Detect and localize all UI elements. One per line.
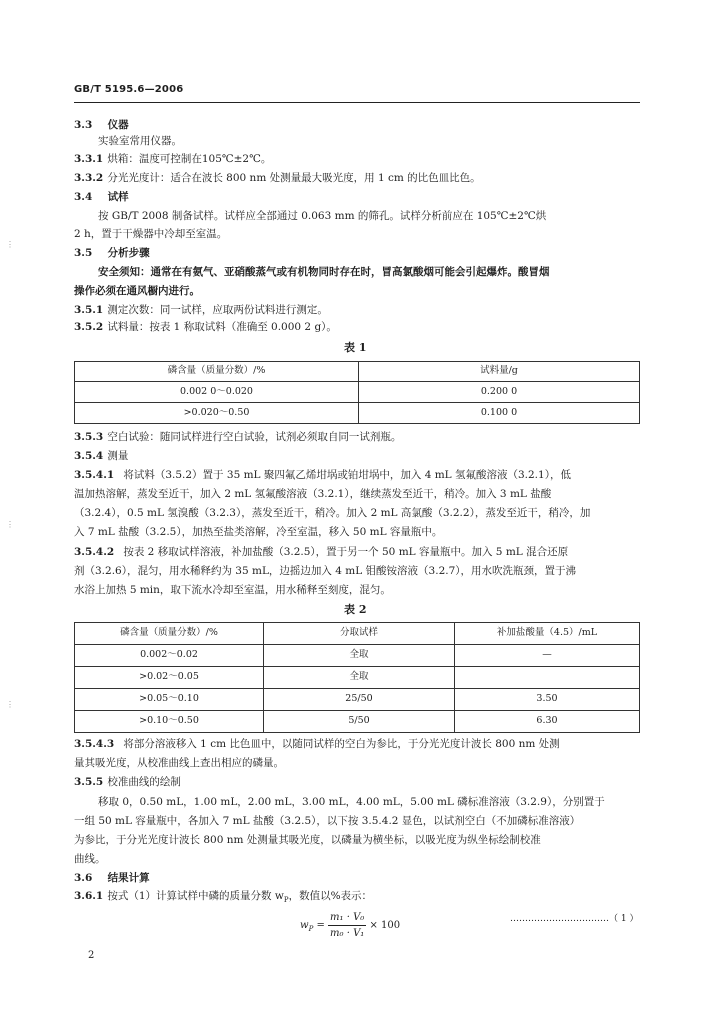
clause (74, 152, 640, 168)
table-header-cell: 补加盐酸量（4.5）/mL (455, 623, 640, 645)
section-number: 3.4 (74, 191, 93, 203)
table-2 (74, 622, 640, 733)
section-heading (74, 246, 640, 262)
clause-text: 将试料（3.5.2）置于 35 mL 聚四氟乙烯坩埚或铂坩埚中，加入 4 mL 氢氟酸溶液（3.2.1），低 (123, 469, 571, 481)
table-caption: 表 1 (344, 341, 367, 354)
clause (74, 889, 373, 906)
clause (74, 171, 640, 187)
section-heading (74, 871, 640, 887)
formula (300, 910, 400, 941)
paragraph: 移取 0，0.50 mL，1.00 mL，2.00 mL，3.00 mL，4.00 mL，5.00 mL 磷标准溶液（3.2.9），分别置于 (98, 796, 605, 808)
clause (74, 545, 640, 561)
clause-number: 3.5.5 (74, 776, 104, 788)
table-row (75, 689, 640, 711)
clause-text-sub: P (283, 896, 289, 905)
formula-eq: = (316, 920, 325, 931)
clause (74, 303, 640, 319)
clause-text: 按式（1）计算试样中磷的质量分数 w (107, 890, 284, 902)
paragraph: 实验室常用仪器。 (98, 135, 182, 147)
section-title: 试样 (107, 191, 129, 203)
paragraph: 一组 50 mL 容量瓶中，各加入 7 mL 盐酸（3.2.5），以下按 3.5.4.2 显色，以试剂空白（不加磷标准溶液） (74, 815, 581, 827)
formula-number (510, 913, 638, 927)
table-header-row (75, 623, 640, 645)
section-heading (74, 118, 640, 134)
paragraph: 量其吸光度，从校准曲线上查出相应的磷量。 (74, 757, 284, 769)
formula-multiplier: × 100 (369, 920, 401, 931)
punch-mark: ⋮ (6, 240, 14, 249)
table-cell: >0.05～0.10 (75, 689, 264, 711)
section-title: 分析步骤 (107, 247, 150, 259)
clause-text: 将部分溶液移入 1 cm 比色皿中，以随同试样的空白为参比，于分光光度计波长 800 nm 处测 (123, 738, 560, 750)
table-cell: 0.100 0 (359, 403, 640, 424)
formula-lhs-sub: P (308, 925, 314, 933)
safety-note: 操作必须在通风橱内进行。 (74, 285, 200, 297)
standard-number: GB/T 5195.6—2006 (74, 84, 184, 95)
clause-number: 3.5.3 (74, 431, 104, 443)
table-header-cell: 磷含量（质量分数）/% (75, 362, 359, 382)
clause-text: 烘箱：温度可控制在105℃±2℃。 (107, 153, 272, 165)
table-header-cell: 分取试样 (264, 623, 455, 645)
table-cell: 25/50 (264, 689, 455, 711)
clause-number: 3.5.4.1 (74, 469, 115, 481)
table-cell: 5/50 (264, 711, 455, 733)
safety-note: 安全须知：通常在有氨气、亚硝酸蒸气或有机物同时存在时，冒高氯酸烟可能会引起爆炸。酸冒烟 (98, 266, 550, 278)
clause-number: 3.5.2 (74, 321, 104, 333)
table-row (75, 403, 640, 424)
table-cell: >0.020～0.50 (75, 403, 359, 424)
clause-text-tail: ，数值以%表示： (288, 890, 373, 902)
table-caption: 表 2 (344, 603, 367, 616)
clause-text: 试料量：按表 1 称取试料（准确至 0.000 2 g）。 (107, 321, 337, 333)
table-cell: 全取 (264, 667, 455, 689)
section-number: 3.3 (74, 119, 93, 131)
clause (74, 737, 640, 753)
table-cell: 6.30 (455, 711, 640, 733)
table-row (75, 382, 640, 403)
table-cell: 3.50 (455, 689, 640, 711)
clause-number: 3.5.4.2 (74, 546, 115, 558)
table-cell: 0.002～0.02 (75, 645, 264, 667)
table-cell: >0.02～0.05 (75, 667, 264, 689)
clause-text: 空白试验：随同试样进行空白试验，试剂必须取自同一试剂瓶。 (107, 431, 402, 443)
paragraph: 温加热溶解，蒸发至近干，加入 2 mL 氢氟酸溶液（3.2.1），继续蒸发至近干，稍冷。加入 3 mL 盐酸 (74, 488, 552, 500)
table-row (75, 667, 640, 689)
clause-heading (74, 449, 640, 465)
formula-denominator: m₀ · V₁ (330, 928, 365, 939)
clause-title: 测量 (107, 450, 129, 462)
clause-number: 3.5.4.3 (74, 738, 115, 750)
clause-number: 3.5.4 (74, 450, 104, 462)
table-cell: — (455, 645, 640, 667)
formula-label: （ 1 ） (609, 914, 639, 924)
formula-numerator: m₁ · V₀ (328, 910, 366, 926)
section-number: 3.6 (74, 872, 93, 884)
punch-mark: ⋮ (6, 700, 14, 709)
formula-leader-dots: …………………………… (510, 914, 609, 924)
paragraph: 水浴上加热 5 min，取下流水冷却至室温，用水稀释至刻度，混匀。 (74, 584, 391, 596)
clause (74, 430, 640, 446)
clause (74, 320, 640, 336)
section-title: 仪器 (107, 119, 129, 131)
section-heading (74, 190, 640, 206)
section-number: 3.5 (74, 247, 93, 259)
formula-lhs: w (300, 920, 309, 931)
table-row (75, 711, 640, 733)
table-row (75, 645, 640, 667)
clause-text: 分光光度计：适合在波长 800 nm 处测量最大吸光度，用 1 cm 的比色皿比色。 (107, 172, 481, 184)
clause-number: 3.3.2 (74, 172, 104, 184)
table-cell (455, 667, 640, 689)
header-rule (74, 102, 640, 103)
paragraph: 为参比，于分光光度计波长 800 nm 处测量其吸光度，以磷量为横坐标，以吸光度为纵坐标绘制校准 (74, 834, 541, 846)
table-cell: 0.002 0～0.020 (75, 382, 359, 403)
punch-mark: ⋮ (6, 520, 14, 529)
section-title: 结果计算 (107, 872, 150, 884)
clause-number: 3.3.1 (74, 153, 104, 165)
paragraph: （3.2.4），0.5 mL 氢溴酸（3.2.3），蒸发至近干，稍冷。加入 2 mL 高氯酸（3.2.2），蒸发至近干，稍冷，加 (74, 507, 591, 519)
table-cell: >0.10～0.50 (75, 711, 264, 733)
clause-title: 校准曲线的绘制 (107, 776, 181, 788)
paragraph: 入 7 mL 盐酸（3.2.5），加热至盐类溶解，冷至室温，移入 50 mL 容量瓶中。 (74, 526, 443, 538)
paragraph: 曲线。 (74, 853, 106, 865)
clause-text: 按表 2 移取试样溶液，补加盐酸（3.2.5），置于另一个 50 mL 容量瓶中。加入 5 mL 混合还原 (123, 546, 569, 558)
formula-fraction (328, 910, 366, 941)
table-header-row (75, 362, 640, 382)
table-1 (74, 361, 640, 424)
paragraph: 按 GB/T 2008 制备试样。试样应全部通过 0.063 mm 的筛孔。试样分析前应在 105℃±2℃烘 (98, 210, 547, 222)
clause-number: 3.5.1 (74, 304, 104, 316)
paragraph: 剂（3.2.6），混匀，用水稀释约为 35 mL，边摇边加入 4 mL 钼酸铵溶液（3.2.7），用水吹洗瓶颈，置于沸 (74, 565, 577, 577)
paragraph: 2 h，置于干燥器中冷却至室温。 (74, 228, 228, 240)
table-cell: 0.200 0 (359, 382, 640, 403)
page-number: 2 (88, 950, 95, 961)
clause-number: 3.6.1 (74, 890, 104, 902)
clause-text: 测定次数：同一试样，应取两份试料进行测定。 (107, 304, 328, 316)
table-header-cell: 试料量/g (359, 362, 640, 382)
clause (74, 468, 640, 484)
table-header-cell: 磷含量（质量分数）/% (75, 623, 264, 645)
clause-heading (74, 775, 640, 791)
table-cell: 全取 (264, 645, 455, 667)
